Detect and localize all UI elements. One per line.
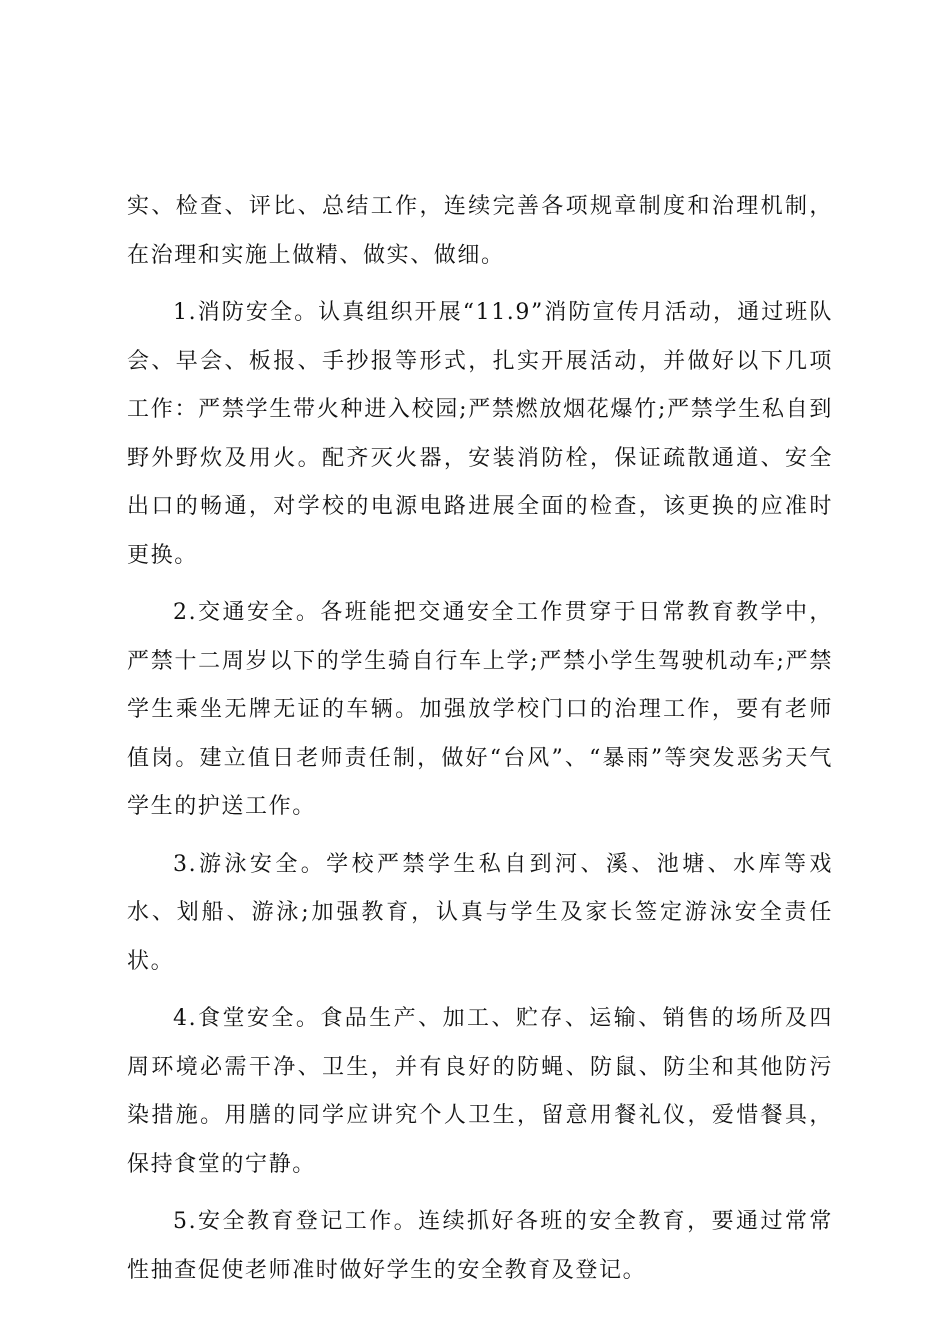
paragraph-canteen-safety: 4.食堂安全。食品生产、加工、贮存、运输、销售的场所及四周环境必需干净、卫生，并有良好的防蝇、防鼠、防尘和其他防污染措施。用膳的同学应讲究个人卫生，留意用餐礼仪，爱惜餐具，保持食堂的宁静。 [127,1006,833,1177]
paragraph-continuation: 实、检查、评比、总结工作，连续完善各项规章制度和治理机制，在治理和实施上做精、做实、做细。 [127,194,833,268]
paragraph-traffic-safety: 2.交通安全。各班能把交通安全工作贯穿于日常教育教学中，严禁十二周岁以下的学生骑自行车上学;严禁小学生驾驶机动车;严禁学生乘坐无牌无证的车辆。加强放学校门口的治理工作，要有老师值岗。建立值日老师责任制，做好“台风”、“暴雨”等突发恶劣天气学生的护送工作。 [127,600,833,819]
paragraph-swimming-safety: 3.游泳安全。学校严禁学生私自到河、溪、池塘、水库等戏水、划船、游泳;加强教育，认真与学生及家长签定游泳安全责任状。 [127,851,833,974]
document-body [127,183,833,1304]
paragraph-fire-safety: 1.消防安全。认真组织开展“11.9”消防宣传月活动，通过班队会、早会、板报、手抄报等形式，扎实开展活动，并做好以下几项工作：严禁学生带火种进入校园;严禁燃放烟花爆竹;严禁学生私自到野外野炊及用火。配齐灭火器，安装消防栓，保证疏散通道、安全出口的畅通，对学校的电源电路进展全面的检查，该更换的应准时更换。 [127,300,833,568]
paragraph-safety-education-registration: 5.安全教育登记工作。连续抓好各班的安全教育，要通过常常性抽查促使老师准时做好学生的安全教育及登记。 [127,1209,833,1283]
